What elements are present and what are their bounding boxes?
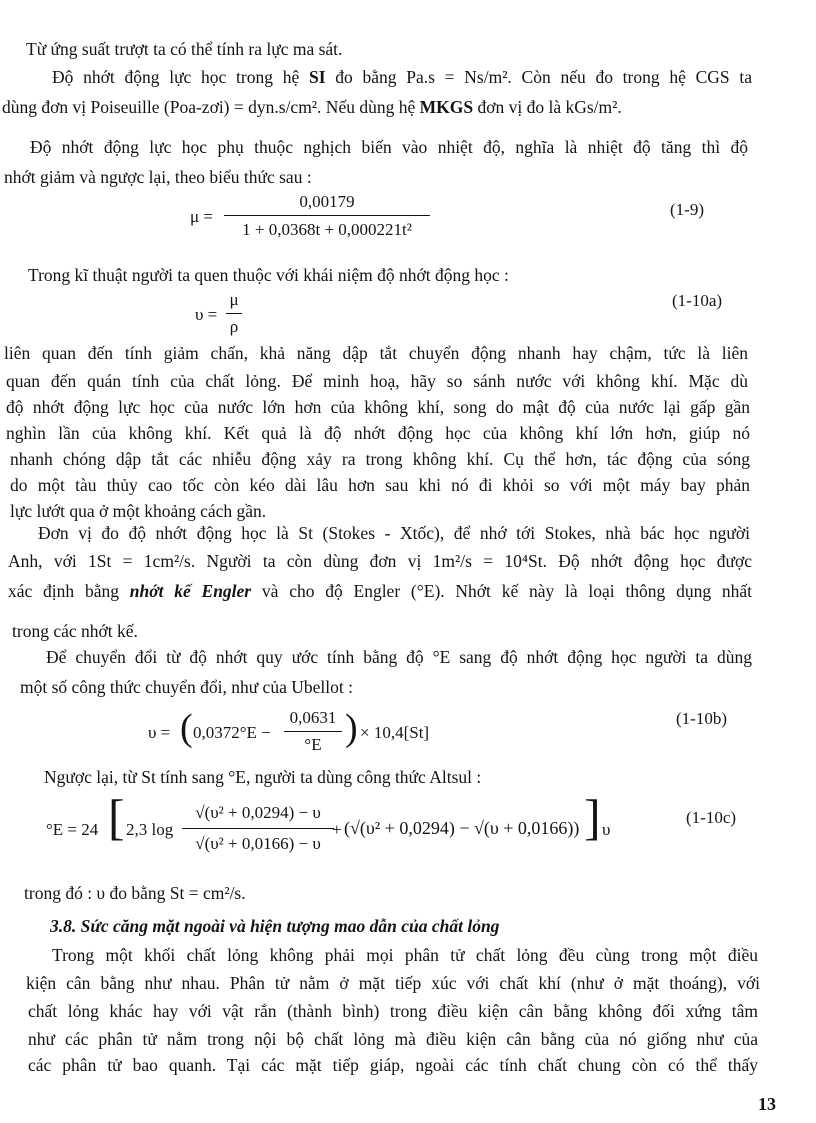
bold-term: SI <box>308 67 326 87</box>
eq-numerator: μ <box>229 290 239 309</box>
right-paren: ) <box>345 707 358 749</box>
emphasis-term: nhớt kế Engler <box>129 581 252 601</box>
text-line <box>2 96 622 118</box>
text-span: đo bằng Pa.s = Ns/m². Còn nếu đo trong hệ CGS ta <box>325 67 753 87</box>
eq-operator: + <box>332 820 342 839</box>
eq-term: (√(υ² + 0,0294) − √(υ + 0,0166)) <box>344 818 580 838</box>
text-line: độ nhớt động lực học của nước lớn hơn của không khí, song do mật độ của nước lại gấp gần <box>6 397 750 417</box>
bold-term: MKGS <box>419 97 474 117</box>
text-line: lực lướt qua ở một khoảng cách gần. <box>10 501 267 521</box>
text-line: trong các nhớt kế. <box>12 621 138 641</box>
text-line: Trong kĩ thuật người ta quen thuộc với khái niệm độ nhớt động học : <box>28 265 509 285</box>
fraction-bar <box>284 731 342 732</box>
text-line: Đơn vị đo độ nhớt động học là St (Stokes - Xtốc), để nhớ tới Stokes, nhà bác học người <box>38 523 750 543</box>
text-line: Trong một khối chất lỏng không phải mọi phân tử chất lỏng đều cùng trong một điều <box>52 945 758 965</box>
text-line: các phân tử bao quanh. Tại các mặt tiếp giáp, ngoài các tính chất chung còn có thể thấy <box>28 1055 758 1075</box>
text-span: đơn vị đo là kGs/m². <box>473 97 622 117</box>
eq-lhs: °E = 24 <box>46 820 99 839</box>
eq-term: × 10,4[St] <box>360 723 430 742</box>
eq-denominator: 1 + 0,0368t + 0,000221t² <box>242 220 412 239</box>
text-line: trong đó : υ đo bằng St = cm²/s. <box>24 883 246 903</box>
equation-label: (1-10b) <box>676 709 727 728</box>
text-line: như các phân tử nằm trong nội bộ chất lỏng mà điều kiện cân bằng của nó giống như của <box>28 1029 758 1049</box>
text-line: Độ nhớt động lực học phụ thuộc nghịch biến vào nhiệt độ, nghĩa là nhiệt độ tăng thì độ <box>30 137 748 157</box>
text-line <box>8 580 752 602</box>
text-span: và cho độ Engler (°E). Nhớt kế này là loại thông dụng nhất <box>251 581 752 601</box>
left-bracket: [ <box>108 789 125 845</box>
text-line: chất lỏng khác hay với vật rắn (thành bình) trong điều kiện cân bằng không đối xứng tâm <box>28 1001 758 1021</box>
eq-denominator: ρ <box>229 317 239 336</box>
equation-label: (1-9) <box>670 200 704 219</box>
eq-numerator: √(υ² + 0,0294) − υ <box>195 803 321 822</box>
equation-label: (1-10c) <box>686 808 737 827</box>
text-span: Độ nhớt động lực học trong hệ <box>52 67 309 87</box>
text-line: do một tàu thủy cao tốc còn kéo dài lâu hơn sau khi nó đi khỏi so với một máy bay phản <box>10 475 750 495</box>
fraction-bar <box>182 828 334 829</box>
text-span: dùng đơn vị Poiseuille (Poa-zơi) = dyn.s/cm². Nếu dùng hệ <box>2 97 420 117</box>
text-line: Anh, với 1St = 1cm²/s. Người ta còn dùng đơn vị 1m²/s = 10⁴St. Độ nhớt động học được <box>8 551 752 571</box>
right-bracket: ] <box>584 789 601 845</box>
fraction-bar <box>226 313 242 314</box>
fraction-bar <box>224 215 430 216</box>
eq-numerator: 0,00179 <box>299 192 355 211</box>
left-paren: ( <box>180 707 193 749</box>
text-line: nhanh chóng dập tắt các nhiễu động xảy ra trong không khí. Cụ thể hơn, tác động của sóng <box>10 449 750 469</box>
eq-numerator: 0,0631 <box>289 708 337 727</box>
text-line: Để chuyển đổi từ độ nhớt quy ước tính bằng độ °E sang độ nhớt động học người ta dùng <box>46 647 752 667</box>
eq-lhs: υ = <box>148 723 171 742</box>
text-line: liên quan đến tính giảm chấn, khả năng dập tắt chuyển động nhanh hay chậm, tức là liên <box>4 343 748 363</box>
text-line: nghìn lần của không khí. Kết quả là độ nhớt động học của không khí lớn hơn, giúp nó <box>6 423 750 443</box>
eq-denominator: √(υ² + 0,0166) − υ <box>195 834 321 853</box>
eq-denominator: °E <box>304 735 322 754</box>
text-line: kiện cân bằng như nhau. Phân tử nằm ở mặt tiếp xúc với chất khí (như ở mặt thoáng), với <box>26 973 760 993</box>
text-line: một số công thức chuyển đổi, như của Ubellot : <box>20 677 353 697</box>
text-line: nhớt giảm và ngược lại, theo biểu thức sau : <box>4 167 312 187</box>
eq-lhs: μ = <box>190 207 213 226</box>
text-line <box>52 66 752 88</box>
text-line: Ngược lại, từ St tính sang °E, người ta dùng công thức Altsul : <box>44 767 482 787</box>
eq-term: 0,0372°E − <box>193 723 271 742</box>
eq-term: 2,3 log <box>126 820 174 839</box>
text-line: Từ ứng suất trượt ta có thể tính ra lực ma sát. <box>26 39 343 59</box>
text-line: quan đến quán tính của chất lỏng. Để minh hoạ, hãy so sánh nước với không khí. Mặc dù <box>6 371 748 391</box>
equation-label: (1-10a) <box>672 291 723 310</box>
eq-term: υ <box>602 820 611 839</box>
section-heading: 3.8. Sức căng mặt ngoài và hiện tượng mao dẫn của chất lỏng <box>50 916 500 936</box>
text-span: xác định bằng <box>8 581 130 601</box>
page-number: 13 <box>758 1094 776 1114</box>
eq-lhs: υ = <box>195 305 218 324</box>
